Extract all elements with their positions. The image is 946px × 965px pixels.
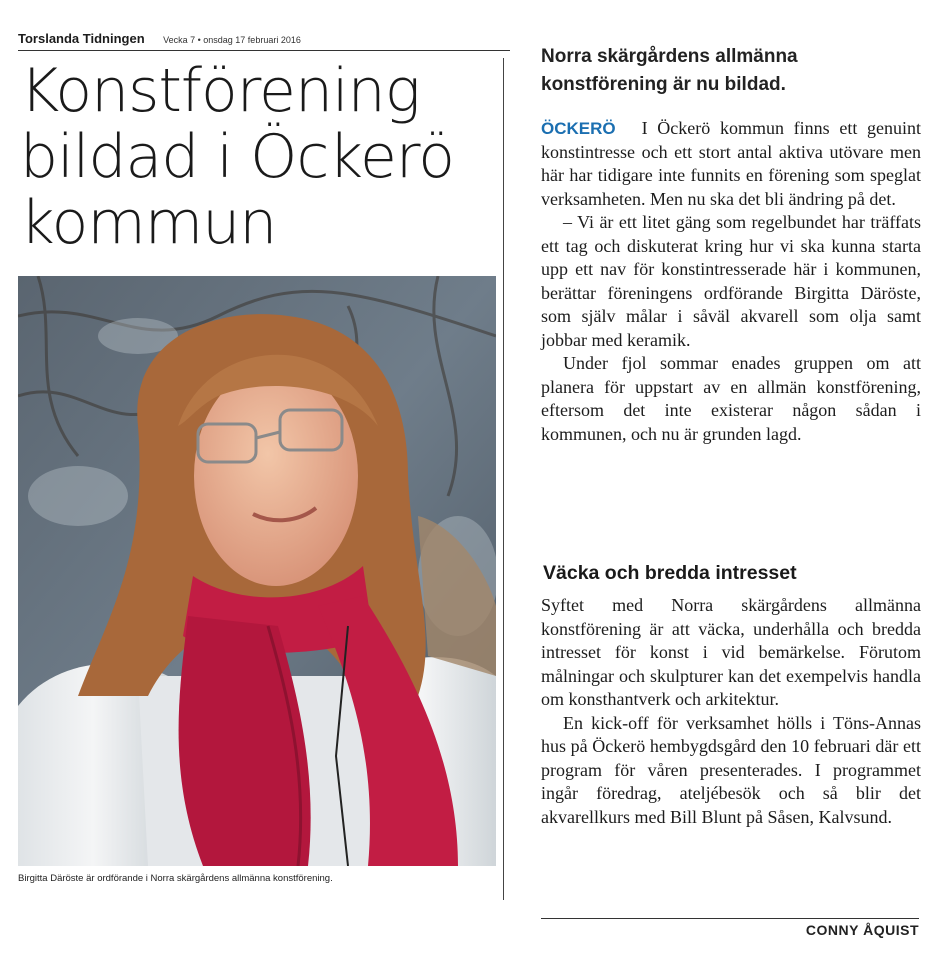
byline: CONNY ÅQUIST [805,922,919,938]
article-body [541,117,921,446]
photo-caption: Birgitta Däröste är ordförande i Norra skärgårdens allmänna konstförening. [18,873,333,884]
article-photo [18,276,496,866]
article-paragraph: ÖCKERÖ I Öckerö kommun finns ett genuint konstintresse och ett stort antal aktiva utövare men här har tidigare inte funnits en förening som speglat verksamheten. Men nu ska det bli ändring på det. [541,118,921,209]
headline: Konstförening bildad i Öckerö kommun [20,56,454,258]
newspaper-name: Torslanda Tidningen [18,31,145,46]
article-paragraph: Under fjol sommar enades gruppen om att planera för uppstart av en allmän konstförening, eftersom det inte existerar någon sådan i kommunen, och nu är grunden lagd. [541,353,921,444]
byline-divider [541,918,919,919]
dateline: ÖCKERÖ [541,119,616,138]
article-body-continued [541,594,921,829]
column-divider [503,58,504,900]
masthead [18,30,510,51]
issue-info: Vecka 7 • onsdag 17 februari 2016 [163,35,301,45]
article-deck: Norra skärgårdens allmänna konstförening är nu bildad. [541,46,798,95]
article-paragraph: Syftet med Norra skärgårdens allmänna konstförening är att väcka, underhålla och bredda intresset för konst i vid bemärkelse. Förutom målningar och skulpturer kan det exempelvis handla om konsthantverk och arkitektur. [541,595,921,709]
section-subhead: Väcka och bredda intresset [543,562,797,584]
article-paragraph: – Vi är ett litet gäng som regelbundet har träffats ett tag och diskuterat kring hur vi ska kunna starta upp ett nav för konstintresserade här i kommunen, berättar föreningens ordförande Birgitta Däröste, som själv målar i såväl akvarell som olja samt jobbar med keramik. [541,212,921,350]
article-paragraph: En kick-off för verksamhet hölls i Töns-Annas hus på Öckerö hembygdsgård den 10 februari där ett program för våren presenterades. I programmet ingår föredrag, ateljébesök och så blir det akvarellkurs med Bill Blunt på Såsen, Kalvsund. [541,712,921,827]
